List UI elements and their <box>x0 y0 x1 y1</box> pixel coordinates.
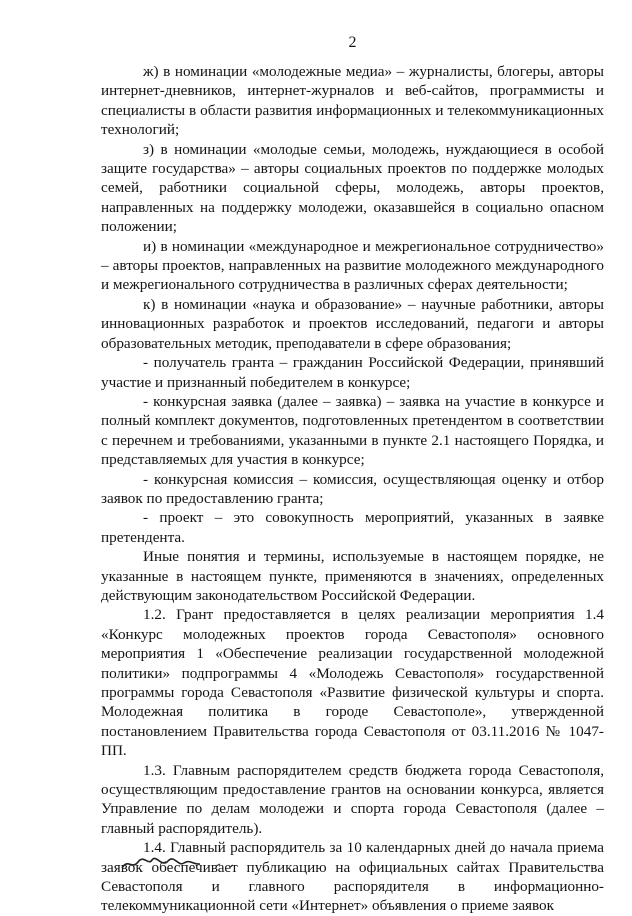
document-body <box>101 62 604 916</box>
paragraph-1-4: 1.4. Главный распорядитель за 10 календарных дней до начала приема заявок обеспечивает публикацию на официальных сайтах Правительства Севастополя и главного распорядителя в информационно-телекоммуникационной сети «Интернет» объявления о приеме заявок <box>101 839 604 915</box>
paragraph-project: - проект – это совокупность мероприятий, указанных в заявке претендента. <box>101 509 604 546</box>
handwritten-scribble <box>120 852 260 874</box>
paragraph-nomination-k: к) в номинации «наука и образование» – научные работники, авторы инновационных разработок и проектов исследований, педагоги и авторы образовательных методик, преподаватели в сфере образования; <box>101 295 604 352</box>
paragraph-commission: - конкурсная комиссия – комиссия, осуществляющая оценку и отбор заявок по предоставлению гранта; <box>101 470 604 507</box>
paragraph-1-2: 1.2. Грант предоставляется в целях реализации мероприятия 1.4 «Конкурс молодежных проектов города Севастополя» основного мероприятия 1 «Обеспечение реализации государственной молодежной политики» подпрограммы 4 «Молодежь Севастополя» государственной программы города Севастополя «Развитие физической культуры и спорта. Молодежная политика в городе Севастополе», утвержденной постановлением Правительства города Севастополя от 03.11.2016 № 1047-ПП. <box>101 606 604 760</box>
paragraph-nomination-z: з) в номинации «молодые семьи, молодежь, нуждающиеся в особой защите государства» – авторы социальных проектов по поддержке молодых семей, работники социальной сферы, молодежь, авторы проектов, направленных на поддержку молодежи, оказавшейся в социально опасном положении; <box>101 140 604 236</box>
page-number: 2 <box>348 34 357 51</box>
paragraph-1-3: 1.3. Главным распорядителем средств бюджета города Севастополя, осуществляющим предоставление грантов на основании конкурса, является Управление по делам молодежи и спорта города Севастополя (далее – главный распорядитель). <box>101 761 604 837</box>
paragraph-grant-recipient: - получатель гранта – гражданин Российской Федерации, принявший участие и признанный победителем в конкурсе; <box>101 354 604 391</box>
paragraph-application: - конкурсная заявка (далее – заявка) – заявка на участие в конкурсе и полный комплект документов, подготовленных претендентом в соответствии с перечнем и требованиями, указанными в пункте 2.1 настоящего Порядка, и представляемых для участия в конкурсе; <box>101 392 604 469</box>
paragraph-other-terms: Иные понятия и термины, используемые в настоящем порядке, не указанные в настоящем пункте, применяются в значениях, определенных действующим законодательством Российской Федерации. <box>101 548 604 604</box>
paragraph-nomination-i: и) в номинации «международное и межрегиональное сотрудничество» – авторы проектов, направленных на развитие молодежного международного и межрегионального сотрудничества в различных сферах деятельности; <box>101 237 604 294</box>
paragraph-nomination-zh: ж) в номинации «молодежные медиа» – журналисты, блогеры, авторы интернет-дневников, интернет-журналов и веб-сайтов, программисты и специалисты в области развития информационных и телекоммуникационных технологий; <box>101 63 604 139</box>
